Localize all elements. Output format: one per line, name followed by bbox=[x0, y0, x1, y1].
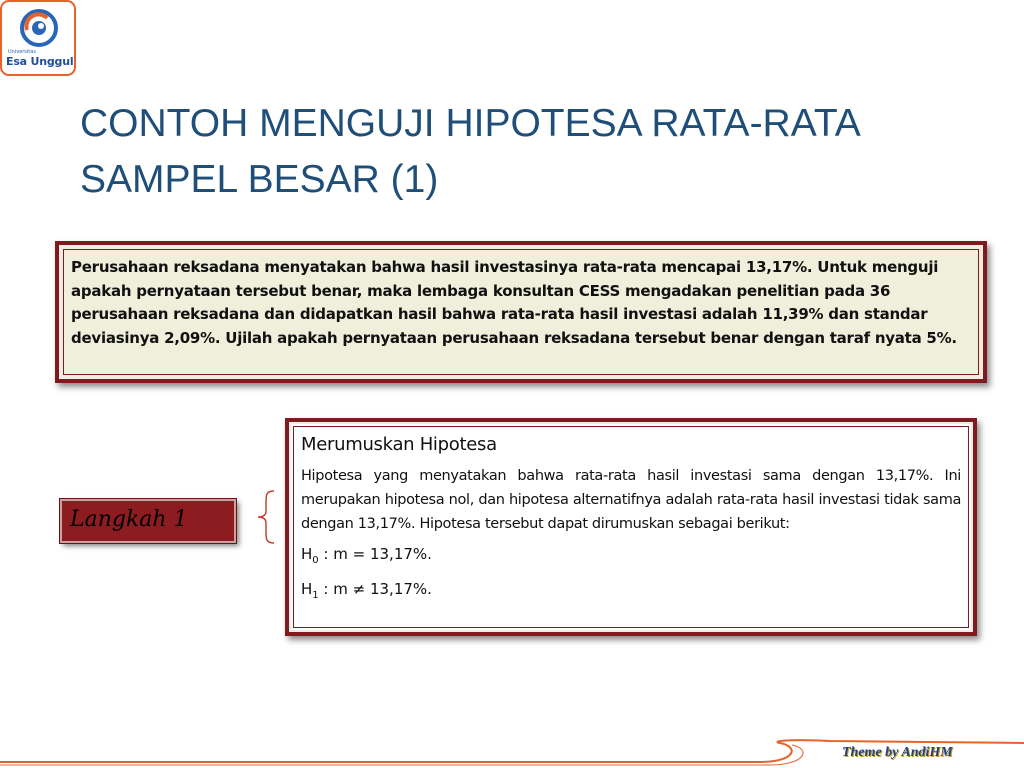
slide-title-line-1: CONTOH MENGUJI HIPOTESA RATA-RATA bbox=[80, 102, 861, 145]
slide-title-line-2: SAMPEL BESAR (1) bbox=[80, 158, 439, 201]
theme-credit: Theme by AndiHM bbox=[842, 745, 953, 760]
step-label: Langkah 1 bbox=[70, 507, 188, 532]
logo-caption: Universitas bbox=[8, 49, 36, 55]
alternative-hypothesis-text: : m ≠ 13,17%. bbox=[318, 580, 432, 598]
null-hypothesis-subscript: 0 bbox=[312, 555, 319, 566]
university-logo bbox=[0, 0, 76, 76]
hypothesis-box bbox=[285, 418, 977, 636]
hypothesis-body: Hipotesa yang menyatakan bahwa rata-rata hasil investasi sama dengan 13,17%. Ini merupakan hipotesa nol, dan hipotesa alternatifnya adalah rata-rata hasil investasi tidak sama dengan 13,17%. Hipotesa tersebut dapat dirumuskan sebagai berikut: bbox=[301, 468, 961, 532]
alternative-hypothesis bbox=[301, 577, 961, 608]
logo-swirl-icon bbox=[19, 8, 59, 48]
alternative-hypothesis-letter: H bbox=[301, 580, 313, 598]
logo-name: Esa Unggul bbox=[6, 55, 74, 68]
alternative-hypothesis-subscript: 1 bbox=[312, 590, 319, 601]
step-label-box bbox=[60, 499, 236, 543]
curly-brace-icon bbox=[254, 489, 278, 545]
problem-box bbox=[55, 241, 987, 383]
slide-title bbox=[80, 96, 980, 208]
hypothesis-heading: Merumuskan Hipotesa bbox=[301, 434, 497, 455]
problem-text: Perusahaan reksadana menyatakan bahwa hasil investasinya rata-rata mencapai 13,17%. Untuk menguji apakah pernyataan tersebut benar, maka lembaga konsultan CESS mengadakan penelitian pada 36 perusahaan reksadana dan didapatkan hasil bahwa rata-rata hasil investasi adalah 11,39% dan standar deviasinya 2,09%. Ujilah apakah pernyataan perusahaan reksadana tersebut benar dengan taraf nyata 5%. bbox=[71, 258, 957, 347]
hypothesis-box-inner bbox=[289, 422, 973, 632]
problem-box-inner bbox=[59, 245, 983, 379]
null-hypothesis-text: : m = 13,17%. bbox=[318, 545, 432, 563]
null-hypothesis-letter: H bbox=[301, 545, 313, 563]
null-hypothesis bbox=[301, 542, 961, 573]
